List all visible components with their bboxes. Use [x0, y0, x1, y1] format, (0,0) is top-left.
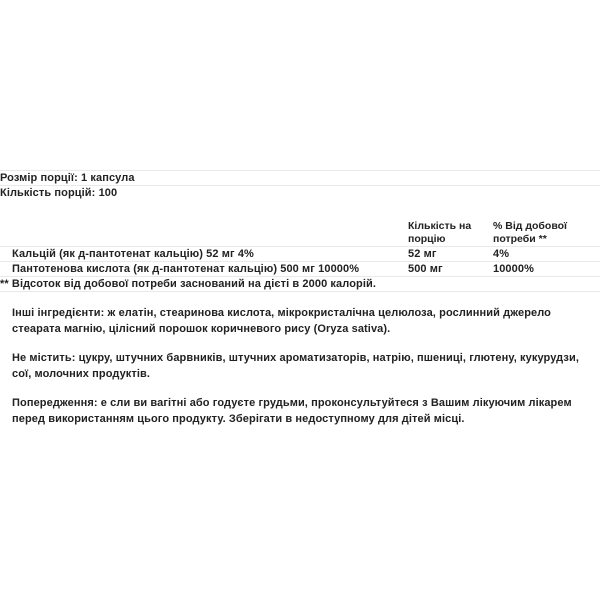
- servings-per-container-label: Кількість порцій: 100: [0, 187, 118, 199]
- header-daily-value: % Від добової потреби **: [493, 220, 567, 245]
- serving-size-row: [0, 171, 600, 185]
- table-header-row: [0, 220, 600, 246]
- header-nutrient-name: [0, 220, 408, 246]
- nutrient-amount: 52 мг: [408, 248, 437, 260]
- other-ingredients-paragraph: Інші інгредієнти: ж елатін, стеаринова кислота, мікрокристалічна целюлоза, рослинний джерело стеарата магнію, цілісний порошок коричневого рису (Oryza sativa).: [12, 307, 552, 335]
- serving-size-label: Розмір порції: 1 капсула: [0, 172, 135, 184]
- rule-bottom: [0, 291, 600, 292]
- nutrient-daily-value: 4%: [493, 248, 510, 260]
- table-spacer-row: [0, 200, 600, 220]
- table-row: [0, 247, 600, 261]
- rule-row: [0, 291, 600, 292]
- warning-paragraph: Попередження: е сли ви вагітні або годуєте грудьми, проконсультуйтеся з Вашим лікуючим лікарем перед використанням цього продукту. Зберігати в недоступному для дітей місці.: [12, 397, 572, 425]
- nutrient-name: Кальцій (як д-пантотенат кальцію) 52 мг 4%: [12, 248, 254, 260]
- header-amount-per-serving: Кількість на порцію: [408, 220, 472, 245]
- info-paragraphs: [0, 306, 600, 427]
- free-from-paragraph: Не містить: цукру, штучних барвників, штучних ароматизаторів, натрію, пшениці, глютену, кукурудзи, сої, молочних продуктів.: [12, 352, 579, 380]
- nutrient-daily-value: 10000%: [493, 263, 534, 275]
- nutrient-amount: 500 мг: [408, 263, 443, 275]
- supplement-facts-panel: [0, 170, 600, 427]
- footnote-row: [0, 277, 600, 291]
- supplement-facts-table: [0, 171, 600, 292]
- servings-per-container-row: [0, 186, 600, 200]
- daily-value-footnote: ** Відсоток від добової потреби заснований на дієті в 2000 калорій.: [0, 278, 377, 290]
- table-row: [0, 262, 600, 276]
- nutrient-name: Пантотенова кислота (як д-пантотенат кальцію) 500 мг 10000%: [12, 263, 360, 275]
